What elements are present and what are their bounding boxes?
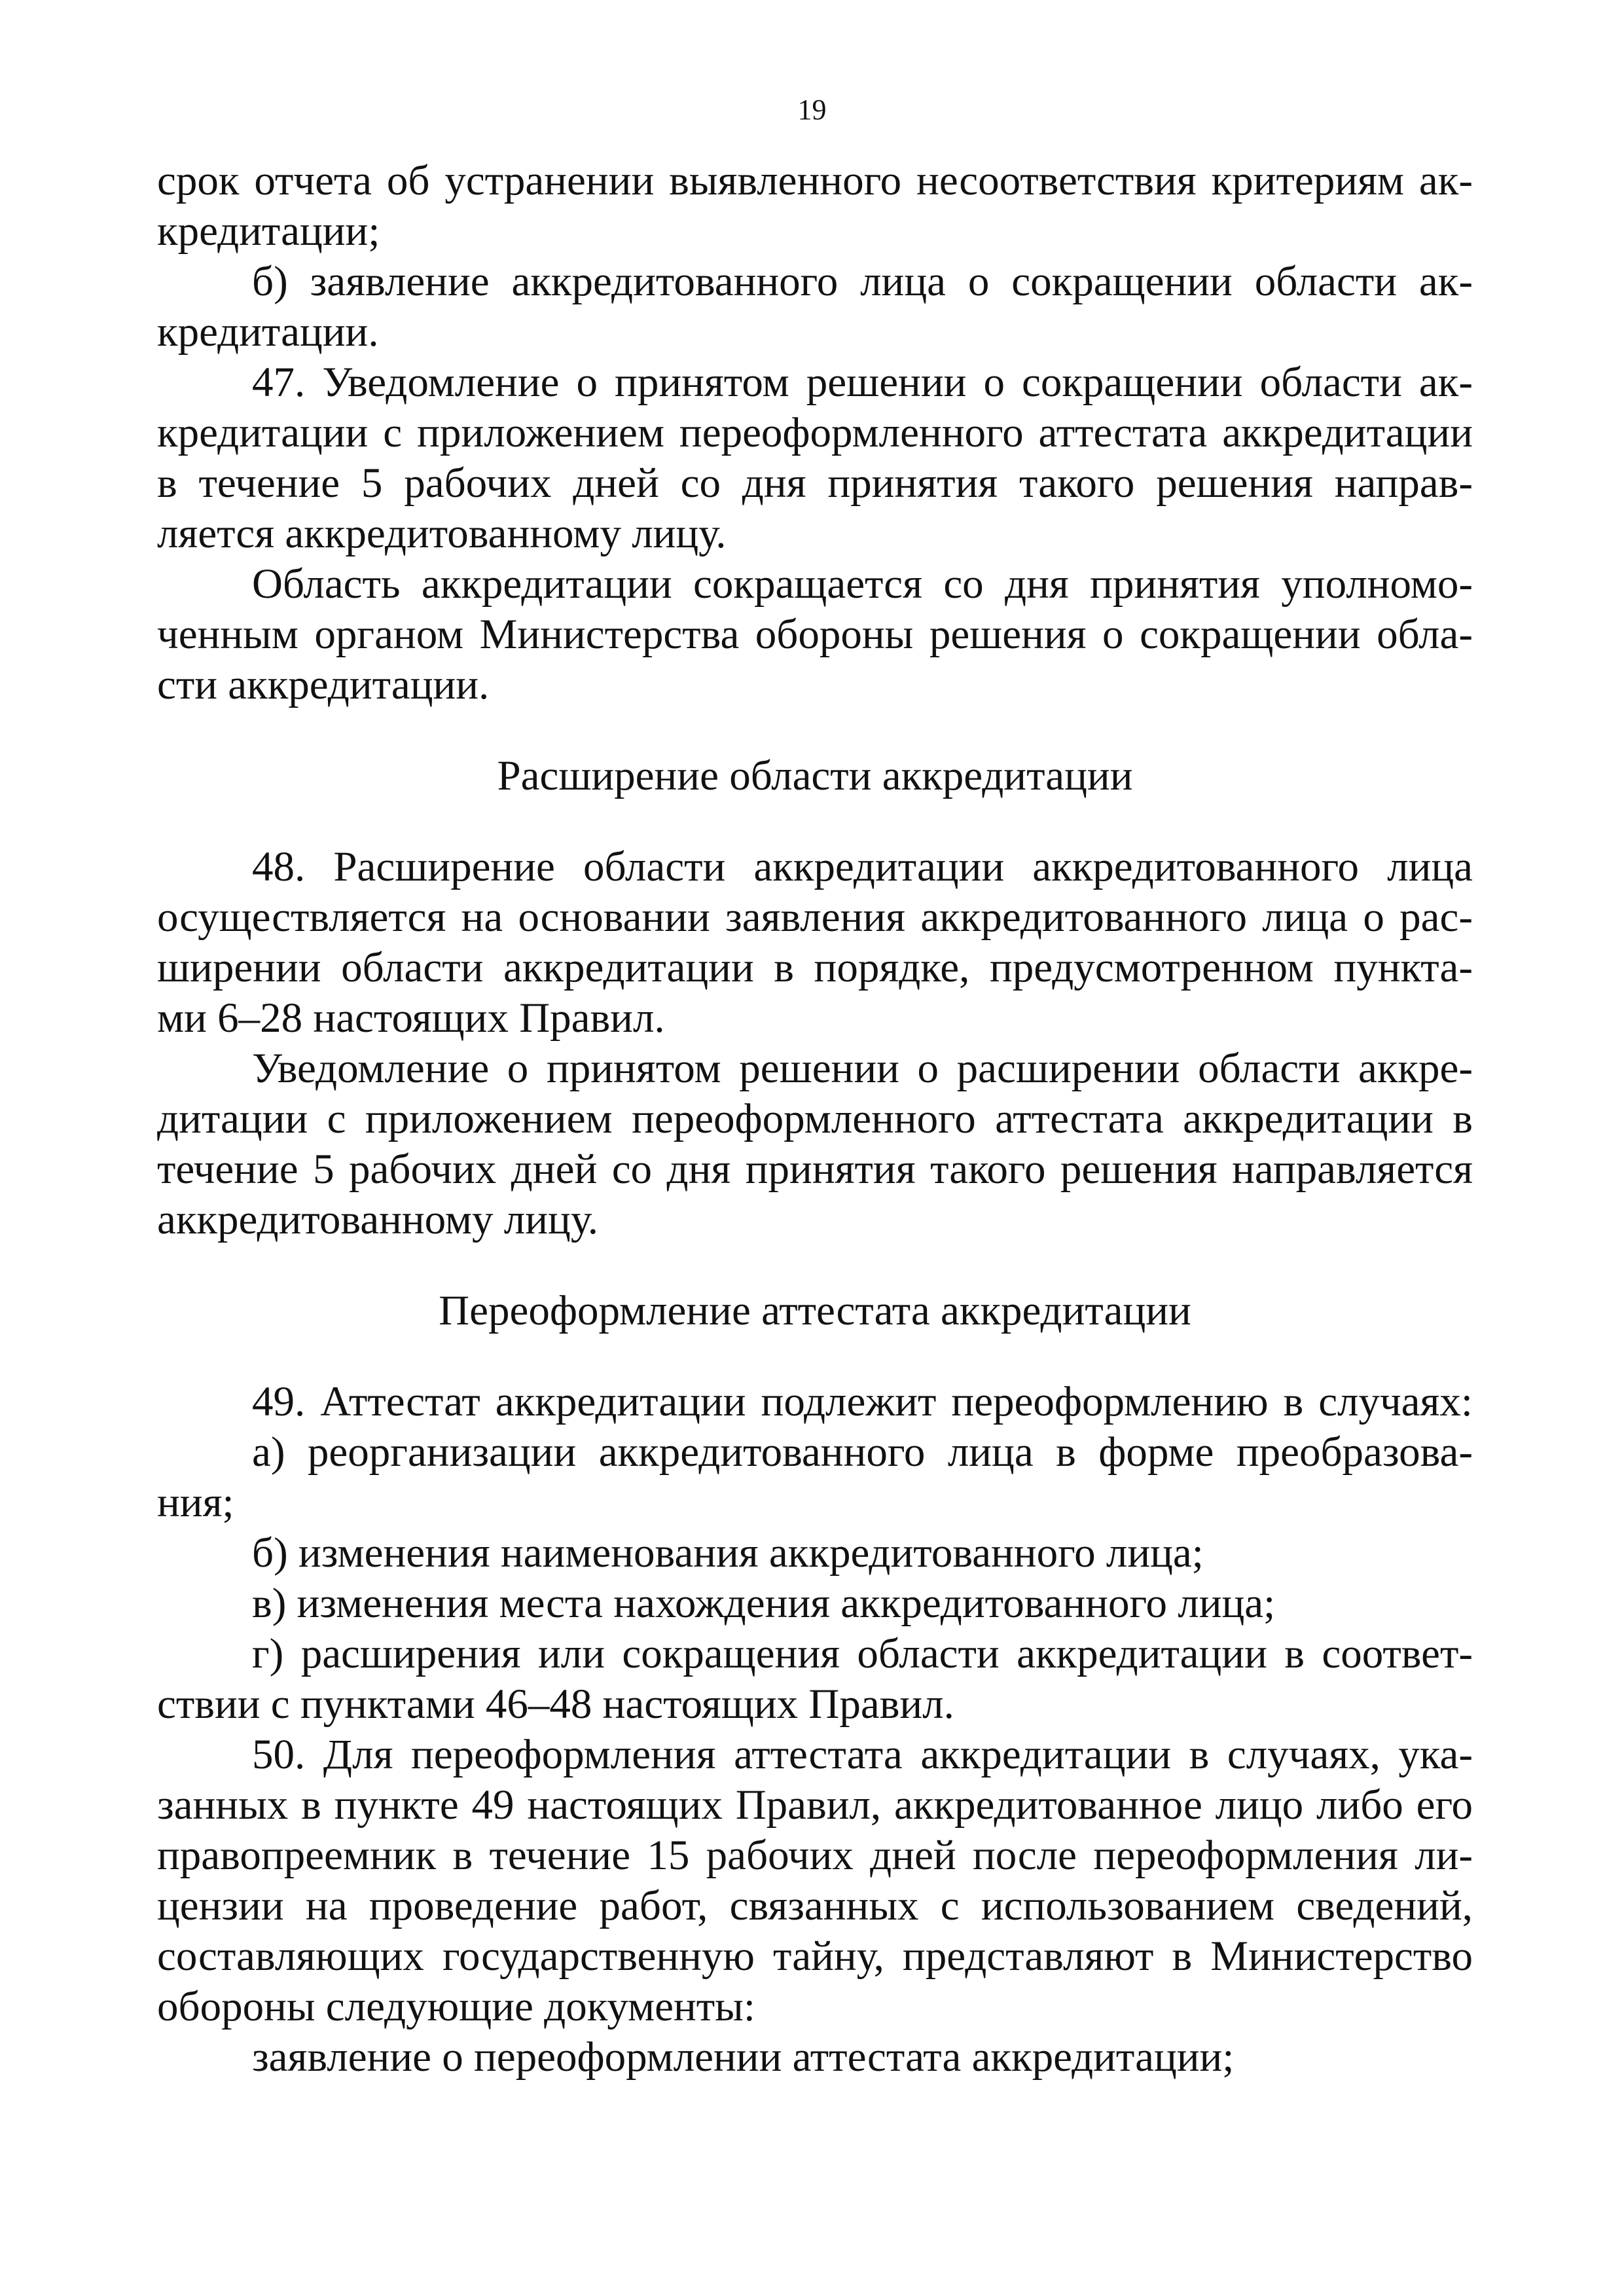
text-line: ляется аккредитованному лицу. bbox=[157, 510, 727, 557]
spacer bbox=[157, 1336, 1473, 1377]
paragraph bbox=[157, 156, 1473, 257]
text-line: ми 6–28 настоящих Правил. bbox=[157, 994, 665, 1042]
list-item-v bbox=[157, 1578, 1473, 1629]
text-line: срок отчета об устранении выявленного несоответствия критериям ак- bbox=[157, 157, 1473, 204]
text-line: Область аккредитации сокращается со дня принятия уполномо- bbox=[252, 560, 1473, 608]
spacer bbox=[157, 1245, 1473, 1286]
text-line: осуществляется на основании заявления аккредитованного лица о рас- bbox=[157, 894, 1473, 941]
list-item-a bbox=[157, 1427, 1473, 1528]
paragraph bbox=[157, 1044, 1473, 1245]
paragraph-50 bbox=[157, 1730, 1473, 2032]
text-line: правопреемник в течение 15 рабочих дней после переоформления ли- bbox=[157, 1832, 1473, 1879]
text-line: ствии с пунктами 46–48 настоящих Правил. bbox=[157, 1681, 954, 1728]
text-line: сти аккредитации. bbox=[157, 661, 490, 708]
text-line: заявление о переоформлении аттестата аккредитации; bbox=[252, 2033, 1235, 2081]
paragraph bbox=[157, 257, 1473, 357]
page-number: 19 bbox=[797, 94, 827, 126]
text-line: 50. Для переоформления аттестата аккредитации в случаях, ука- bbox=[252, 1731, 1473, 1778]
text-line: ченным органом Министерства обороны решения о сокращении обла- bbox=[157, 611, 1473, 658]
text-line: дитации с приложением переоформленного аттестата аккредитации в bbox=[157, 1095, 1473, 1142]
text-line: в) изменения места нахождения аккредитованного лица; bbox=[252, 1580, 1276, 1627]
paragraph bbox=[157, 559, 1473, 710]
document-body bbox=[157, 156, 1473, 2083]
list-item-b bbox=[157, 1528, 1473, 1578]
text-line: течение 5 рабочих дней со дня принятия такого решения направляется bbox=[157, 1146, 1473, 1193]
paragraph-48 bbox=[157, 842, 1473, 1044]
text-line: б) изменения наименования аккредитованного лица; bbox=[252, 1529, 1204, 1576]
text-line: в течение 5 рабочих дней со дня принятия такого решения направ- bbox=[157, 460, 1473, 507]
text-line: б) заявление аккредитованного лица о сокращении области ак- bbox=[252, 258, 1473, 305]
text-line: ширении области аккредитации в порядке, предусмотренном пункта- bbox=[157, 944, 1473, 991]
paragraph-47 bbox=[157, 357, 1473, 559]
text-line: кредитации; bbox=[157, 208, 380, 255]
paragraph bbox=[157, 2032, 1473, 2083]
text-line: 49. Аттестат аккредитации подлежит переоформлению в случаях: bbox=[252, 1378, 1473, 1425]
spacer bbox=[157, 801, 1473, 842]
spacer bbox=[157, 710, 1473, 751]
section-heading-expansion: Расширение области аккредитации bbox=[497, 752, 1133, 799]
text-line: Уведомление о принятом решении о расширении области аккре- bbox=[252, 1045, 1473, 1092]
text-line: ния; bbox=[157, 1479, 234, 1526]
paragraph-49 bbox=[157, 1377, 1473, 1427]
section-heading-reissue: Переоформление аттестата аккредитации bbox=[439, 1287, 1191, 1334]
text-line: а) реорганизации аккредитованного лица в форме преобразова- bbox=[252, 1429, 1473, 1476]
text-line: составляющих государственную тайну, представляют в Министерство bbox=[157, 1933, 1473, 1980]
text-line: 48. Расширение области аккредитации аккредитованного лица bbox=[252, 843, 1473, 890]
text-line: занных в пункте 49 настоящих Правил, аккредитованное лицо либо его bbox=[157, 1781, 1473, 1829]
list-item-g bbox=[157, 1629, 1473, 1730]
text-line: кредитации с приложением переоформленного аттестата аккредитации bbox=[157, 409, 1473, 456]
text-line: кредитации. bbox=[157, 308, 379, 355]
text-line: цензии на проведение работ, связанных с использованием сведений, bbox=[157, 1882, 1473, 1929]
text-line: г) расширения или сокращения области аккредитации в соответ- bbox=[252, 1630, 1473, 1677]
text-line: 47. Уведомление о принятом решении о сокращении области ак- bbox=[252, 359, 1473, 406]
text-line: аккредитованному лицу. bbox=[157, 1196, 599, 1243]
text-line: обороны следующие документы: bbox=[157, 1983, 755, 2030]
